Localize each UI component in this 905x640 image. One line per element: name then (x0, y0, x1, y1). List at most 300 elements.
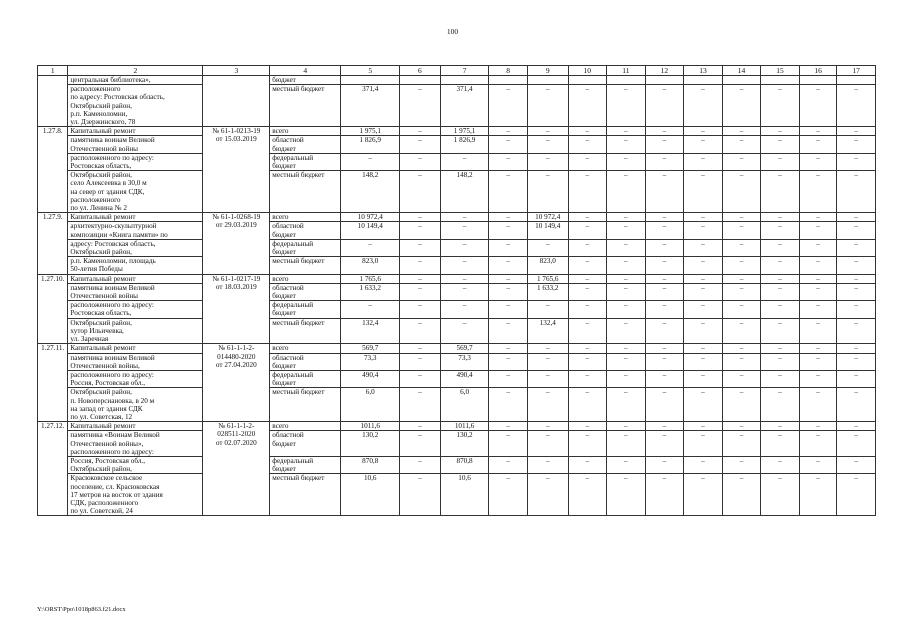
cell-line: расположенного по адресу: (70, 447, 154, 456)
funding-source (270, 388, 341, 422)
funding-source (270, 474, 341, 516)
value-cell-col-15: – (761, 456, 800, 473)
value-cell-col-14 (722, 76, 761, 85)
value-cell-col-14: – (722, 239, 761, 256)
cell-line: Капитальный ремонт (70, 127, 136, 136)
value-cell-col-12: – (645, 239, 684, 256)
cell-line: на запад от здания СДК (70, 404, 143, 413)
table-row (38, 153, 876, 170)
value-cell-col-5: 6,0 (341, 388, 400, 422)
funding-source (270, 213, 341, 222)
value-cell-col-7: 870,8 (440, 456, 489, 473)
table-row (38, 431, 876, 457)
cell-line: областной (272, 353, 304, 362)
value-cell-col-17: – (837, 456, 876, 473)
value-cell-col-10: – (568, 456, 607, 473)
value-cell-col-6: – (400, 431, 441, 457)
value-cell-col-7: – (440, 239, 489, 256)
value-cell-col-9: 10 972,4 (527, 213, 568, 222)
value-cell-col-6: – (400, 153, 441, 170)
value-cell-col-9: 823,0 (527, 257, 568, 274)
value-cell-col-12: – (645, 456, 684, 473)
object-description (68, 213, 203, 222)
cell-line: № 61-1-0268-19 (212, 213, 261, 222)
value-cell-col-7: 1 975,1 (440, 127, 489, 136)
cell-line: федеральный (272, 370, 314, 379)
value-cell-col-17: – (837, 353, 876, 370)
cell-line: п. Новоперсиановка, в 20 м (70, 396, 155, 405)
value-cell-col-12: – (645, 318, 684, 344)
value-cell-col-16: – (799, 456, 837, 473)
expertise-document (203, 422, 270, 516)
cell-line: бюджет (272, 361, 296, 370)
value-cell-col-16: – (799, 431, 837, 457)
value-cell-col-7: 569,7 (440, 344, 489, 353)
value-cell-col-7: 148,2 (440, 171, 489, 213)
table-row (38, 127, 876, 136)
value-cell-col-11: – (607, 222, 646, 239)
cell-line: всего (272, 213, 289, 222)
value-cell-col-7: – (440, 283, 489, 300)
value-cell-col-9: – (527, 344, 568, 353)
funding-source (270, 422, 341, 431)
cell-line: по адресу: Ростовская область, (70, 93, 165, 102)
value-cell-col-5: 823,0 (341, 257, 400, 274)
value-cell-col-8: – (489, 222, 528, 239)
value-cell-col-5: 10,6 (341, 474, 400, 516)
value-cell-col-8: – (489, 213, 528, 222)
cell-line: 50-летия Победы (70, 265, 123, 274)
value-cell-col-9: 1 633,2 (527, 283, 568, 300)
value-cell-col-12: – (645, 85, 684, 127)
value-cell-col-15: – (761, 222, 800, 239)
value-cell-col-15: – (761, 171, 800, 213)
value-cell-col-11: – (607, 370, 646, 387)
value-cell-col-7: 1 826,9 (440, 136, 489, 153)
cell-line: поселение, сл. Красюковская (70, 482, 160, 491)
value-cell-col-15: – (761, 318, 800, 344)
value-cell-col-10: – (568, 171, 607, 213)
value-cell-col-11: – (607, 318, 646, 344)
value-cell-col-9: – (527, 431, 568, 457)
value-cell-col-11: – (607, 153, 646, 170)
value-cell-col-11: – (607, 474, 646, 516)
value-cell-col-16: – (799, 388, 837, 422)
value-cell-col-13: – (684, 153, 723, 170)
cell-line: федеральный (272, 456, 314, 465)
value-cell-col-10: – (568, 431, 607, 457)
cell-line: памятника воинам Великой (70, 136, 155, 145)
value-cell-col-7: – (440, 153, 489, 170)
value-cell-col-8: – (489, 171, 528, 213)
object-description (68, 301, 203, 318)
cell-line: Отечественной войны, (70, 361, 140, 370)
value-cell-col-8: – (489, 239, 528, 256)
cell-line: бюджет (272, 144, 296, 153)
value-cell-col-5: 1011,6 (341, 422, 400, 431)
value-cell-col-9: 10 149,4 (527, 222, 568, 239)
page-number: 100 (446, 27, 459, 36)
cell-line: № 61-1-0213-19 (212, 127, 261, 136)
cell-line: бюджет (272, 292, 296, 301)
value-cell-col-6: – (400, 422, 441, 431)
value-cell-col-15: – (761, 388, 800, 422)
value-cell-col-5: 569,7 (341, 344, 400, 353)
value-cell-col-6: – (400, 222, 441, 239)
value-cell-col-7: 73,3 (440, 353, 489, 370)
value-cell-col-10: – (568, 388, 607, 422)
value-cell-col-7: 10,6 (440, 474, 489, 516)
table-row (38, 274, 876, 283)
value-cell-col-5: 130,2 (341, 431, 400, 457)
value-cell-col-10: – (568, 85, 607, 127)
column-header: 8 (489, 66, 528, 76)
value-cell-col-10: – (568, 283, 607, 300)
value-cell-col-8: – (489, 422, 528, 431)
cell-line: Ростовская область, (70, 162, 132, 171)
value-cell-col-5: 1 765,6 (341, 274, 400, 283)
value-cell-col-14: – (722, 153, 761, 170)
value-cell-col-12: – (645, 153, 684, 170)
value-cell-col-6: – (400, 474, 441, 516)
cell-line: памятника воинам Великой (70, 283, 155, 292)
cell-line: Красюковское сельское (70, 474, 143, 483)
value-cell-col-5: 1 975,1 (341, 127, 400, 136)
funding-source (270, 283, 341, 300)
value-cell-col-17: – (837, 388, 876, 422)
value-cell-col-16: – (799, 239, 837, 256)
value-cell-col-13: – (684, 353, 723, 370)
cell-line: на север от здания СДК, (70, 187, 145, 196)
value-cell-col-12: – (645, 257, 684, 274)
value-cell-col-11: – (607, 301, 646, 318)
cell-line: местный бюджет (272, 257, 325, 266)
cell-line: федеральный (272, 153, 314, 162)
cell-line: бюджет (272, 76, 296, 84)
table-row (38, 213, 876, 222)
funding-source (270, 301, 341, 318)
value-cell-col-8: – (489, 344, 528, 353)
cell-line: 014480-2020 (217, 352, 256, 361)
value-cell-col-6: – (400, 388, 441, 422)
table-row (38, 353, 876, 370)
cell-line: бюджет (272, 248, 296, 257)
cell-line: р.п. Каменоломни, площадь (70, 257, 156, 266)
value-cell-col-7: – (440, 213, 489, 222)
value-cell-col-6: – (400, 456, 441, 473)
budget-table (37, 65, 876, 516)
value-cell-col-10: – (568, 127, 607, 136)
value-cell-col-16: – (799, 171, 837, 213)
object-description (68, 283, 203, 300)
value-cell-col-13: – (684, 127, 723, 136)
object-description (68, 422, 203, 431)
value-cell-col-15: – (761, 127, 800, 136)
value-cell-col-17: – (837, 283, 876, 300)
value-cell-col-9: – (527, 171, 568, 213)
value-cell-col-7: 490,4 (440, 370, 489, 387)
cell-line: всего (272, 127, 289, 136)
cell-line: № 61-1-1-2- (218, 422, 255, 431)
value-cell-col-11: – (607, 422, 646, 431)
value-cell-col-7: – (440, 318, 489, 344)
object-description (68, 274, 203, 283)
value-cell-col-16: – (799, 222, 837, 239)
value-cell-col-11: – (607, 127, 646, 136)
value-cell-col-12: – (645, 474, 684, 516)
object-description (68, 257, 203, 274)
cell-line: хутор Ильичевка, (70, 326, 124, 335)
column-header: 13 (684, 66, 723, 76)
object-description (68, 456, 203, 473)
cell-line: от 02.07.2020 (215, 438, 257, 447)
value-cell-col-5: 148,2 (341, 171, 400, 213)
value-cell-col-17: – (837, 474, 876, 516)
object-description (68, 127, 203, 136)
value-cell-col-12: – (645, 213, 684, 222)
value-cell-col-6: – (400, 318, 441, 344)
value-cell-col-17: – (837, 153, 876, 170)
value-cell-col-15: – (761, 239, 800, 256)
value-cell-col-17: – (837, 274, 876, 283)
cell-line: Капитальный ремонт (70, 422, 136, 431)
object-description (68, 344, 203, 353)
cell-line: Россия, Ростовская обл., (70, 456, 146, 465)
value-cell-col-17: – (837, 370, 876, 387)
object-description (68, 431, 203, 457)
value-cell-col-14: – (722, 171, 761, 213)
value-cell-col-14: – (722, 301, 761, 318)
value-cell-col-17: – (837, 344, 876, 353)
item-number: 1.27.12. (38, 422, 68, 516)
value-cell-col-8: – (489, 370, 528, 387)
table-row (38, 318, 876, 344)
column-header: 16 (799, 66, 837, 76)
cell-line: местный бюджет (272, 171, 325, 180)
value-cell-col-5 (341, 76, 400, 85)
value-cell-col-7 (440, 76, 489, 85)
table-row (38, 370, 876, 387)
value-cell-col-11: – (607, 344, 646, 353)
table-row (38, 283, 876, 300)
cell-line: бюджет (272, 309, 296, 318)
cell-line: 17 метров на восток от здания (70, 490, 163, 499)
value-cell-col-9: – (527, 422, 568, 431)
funding-source (270, 239, 341, 256)
value-cell-col-13: – (684, 136, 723, 153)
cell-line: местный бюджет (272, 474, 325, 483)
value-cell-col-9 (527, 76, 568, 85)
value-cell-col-5: 870,8 (341, 456, 400, 473)
value-cell-col-15: – (761, 153, 800, 170)
value-cell-col-13: – (684, 301, 723, 318)
funding-source (270, 76, 341, 85)
table-row (38, 388, 876, 422)
value-cell-col-12 (645, 76, 684, 85)
value-cell-col-10: – (568, 422, 607, 431)
cell-line: Октябрьский район, (70, 318, 132, 327)
value-cell-col-6: – (400, 344, 441, 353)
value-cell-col-11: – (607, 213, 646, 222)
value-cell-col-9: – (527, 127, 568, 136)
value-cell-col-16: – (799, 344, 837, 353)
value-cell-col-14: – (722, 274, 761, 283)
table-row (38, 301, 876, 318)
cell-line: расположенного (70, 85, 121, 94)
item-number: 1.27.11. (38, 344, 68, 422)
value-cell-col-15: – (761, 301, 800, 318)
funding-source (270, 136, 341, 153)
value-cell-col-15: – (761, 283, 800, 300)
file-path-footer: Y:\ORST\Ppo\1018p863.f21.docx (37, 606, 126, 613)
value-cell-col-10: – (568, 353, 607, 370)
table-row (38, 171, 876, 213)
funding-source (270, 222, 341, 239)
value-cell-col-17: – (837, 301, 876, 318)
value-cell-col-5: 10 149,4 (341, 222, 400, 239)
cell-line: Капитальный ремонт (70, 344, 136, 353)
value-cell-col-14: – (722, 388, 761, 422)
value-cell-col-13: – (684, 344, 723, 353)
cell-line: № 61-1-0217-19 (212, 274, 261, 283)
table-row (38, 76, 876, 85)
funding-source (270, 353, 341, 370)
cell-line: ул. Заречная (70, 335, 109, 344)
value-cell-col-15: – (761, 344, 800, 353)
object-description (68, 239, 203, 256)
value-cell-col-15: – (761, 431, 800, 457)
value-cell-col-10: – (568, 344, 607, 353)
value-cell-col-5: 371,4 (341, 85, 400, 127)
value-cell-col-14: – (722, 370, 761, 387)
value-cell-col-9: – (527, 239, 568, 256)
value-cell-col-10: – (568, 474, 607, 516)
value-cell-col-14: – (722, 456, 761, 473)
value-cell-col-6: – (400, 136, 441, 153)
table-row (38, 239, 876, 256)
funding-source (270, 318, 341, 344)
value-cell-col-13: – (684, 422, 723, 431)
value-cell-col-12: – (645, 274, 684, 283)
value-cell-col-5: 490,4 (341, 370, 400, 387)
value-cell-col-17: – (837, 127, 876, 136)
value-cell-col-12: – (645, 136, 684, 153)
value-cell-col-17: – (837, 422, 876, 431)
value-cell-col-14: – (722, 136, 761, 153)
value-cell-col-17 (837, 76, 876, 85)
column-header: 11 (607, 66, 646, 76)
value-cell-col-13: – (684, 239, 723, 256)
value-cell-col-9: – (527, 136, 568, 153)
value-cell-col-11: – (607, 431, 646, 457)
value-cell-col-6: – (400, 85, 441, 127)
value-cell-col-8: – (489, 388, 528, 422)
value-cell-col-8: – (489, 301, 528, 318)
cell-line: Россия, Ростовская обл., (70, 379, 146, 388)
value-cell-col-11: – (607, 136, 646, 153)
value-cell-col-13: – (684, 431, 723, 457)
cell-line: местный бюджет (272, 388, 325, 397)
cell-line: памятника воинам Великой (70, 353, 155, 362)
expertise-document (203, 76, 270, 127)
value-cell-col-13: – (684, 318, 723, 344)
cell-line: по ул. Советской, 24 (70, 507, 133, 516)
cell-line: всего (272, 422, 289, 431)
table-row (38, 85, 876, 127)
funding-source (270, 370, 341, 387)
value-cell-col-9: 1 765,6 (527, 274, 568, 283)
item-number: 1.27.9. (38, 213, 68, 274)
value-cell-col-12: – (645, 344, 684, 353)
funding-source (270, 153, 341, 170)
value-cell-col-7: 6,0 (440, 388, 489, 422)
value-cell-col-11: – (607, 456, 646, 473)
value-cell-col-8: – (489, 127, 528, 136)
value-cell-col-14: – (722, 85, 761, 127)
value-cell-col-16: – (799, 353, 837, 370)
value-cell-col-7: – (440, 274, 489, 283)
object-description (68, 76, 203, 85)
value-cell-col-5: 1 633,2 (341, 283, 400, 300)
cell-line: СДК, расположенного (70, 498, 139, 507)
value-cell-col-17: – (837, 222, 876, 239)
value-cell-col-8: – (489, 153, 528, 170)
value-cell-col-13: – (684, 85, 723, 127)
cell-line: бюджет (272, 379, 296, 388)
value-cell-col-12: – (645, 388, 684, 422)
value-cell-col-15: – (761, 213, 800, 222)
value-cell-col-11: – (607, 388, 646, 422)
cell-line: Капитальный ремонт (70, 274, 136, 283)
column-header: 12 (645, 66, 684, 76)
table-row (38, 456, 876, 473)
object-description (68, 388, 203, 422)
value-cell-col-5: 132,4 (341, 318, 400, 344)
cell-line: Отечественной войны (70, 292, 139, 301)
value-cell-col-9: – (527, 353, 568, 370)
cell-line: ул. Дзержинского, 78 (70, 118, 136, 127)
item-number: 1.27.8. (38, 127, 68, 213)
funding-source (270, 431, 341, 457)
cell-line: центральная библиотека», (70, 76, 151, 84)
value-cell-col-13: – (684, 257, 723, 274)
cell-line: расположенного по адресу: (70, 153, 154, 162)
cell-line: Капитальный ремонт (70, 213, 136, 222)
value-cell-col-9: – (527, 301, 568, 318)
value-cell-col-15: – (761, 85, 800, 127)
cell-line: федеральный (272, 301, 314, 310)
value-cell-col-13 (684, 76, 723, 85)
cell-line: село Алексеевка в 30,0 м (70, 179, 147, 188)
cell-line: расположенного по адресу: (70, 301, 154, 310)
value-cell-col-17: – (837, 136, 876, 153)
funding-source (270, 85, 341, 127)
cell-line: Отечественной войны», (70, 439, 144, 448)
value-cell-col-17: – (837, 85, 876, 127)
value-cell-col-16: – (799, 153, 837, 170)
value-cell-col-16 (799, 76, 837, 85)
value-cell-col-11: – (607, 257, 646, 274)
column-header: 4 (270, 66, 341, 76)
value-cell-col-5: 73,3 (341, 353, 400, 370)
value-cell-col-12: – (645, 171, 684, 213)
column-header: 7 (440, 66, 489, 76)
value-cell-col-10: – (568, 153, 607, 170)
value-cell-col-13: – (684, 370, 723, 387)
value-cell-col-7: – (440, 301, 489, 318)
value-cell-col-16: – (799, 422, 837, 431)
value-cell-col-14: – (722, 283, 761, 300)
